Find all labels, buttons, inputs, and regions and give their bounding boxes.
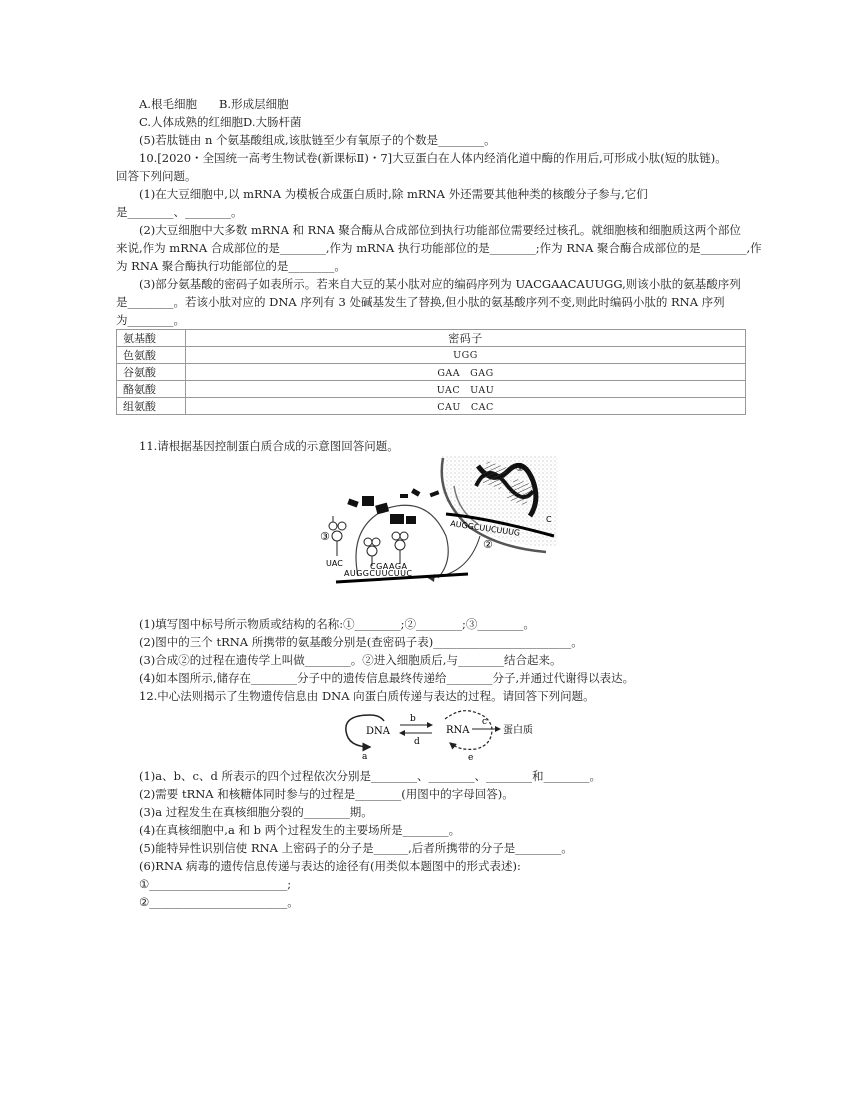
- q11-sub2: (2)图中的三个 tRNA 所携带的氨基酸分别是(查密码子表)________________________。: [139, 635, 583, 649]
- q9-options-row1: [139, 96, 289, 112]
- q12-sub3: (3)a 过程发生在真核细胞分裂的________期。: [139, 805, 373, 819]
- q12-sub1: (1)a、b、c、d 所表示的四个过程依次分别是________、________、________和________。: [139, 769, 601, 783]
- amino-acid-cell: 酪氨酸: [117, 381, 186, 398]
- table-row: [117, 381, 746, 398]
- q10-sub1-a: (1)在大豆细胞中,以 mRNA 为模板合成蛋白质时,除 mRNA 外还需要其他种类的核酸分子参与,它们: [139, 187, 648, 201]
- table-row: [117, 364, 746, 381]
- dna-label: DNA: [366, 726, 390, 737]
- label-c: C: [546, 515, 552, 524]
- codon-cell: UAC UAU: [186, 381, 746, 398]
- codon-cell: UGG: [186, 347, 746, 364]
- q9-options-row2: [139, 114, 302, 130]
- q12-answer-1: ①________________________;: [139, 877, 292, 891]
- trna-sequence: CGAAGA: [370, 562, 408, 571]
- label-c: c: [482, 717, 488, 727]
- label-a: a: [362, 752, 368, 761]
- label-3: ③: [320, 530, 330, 543]
- q12-title: 12.中心法则揭示了生物遗传信息由 DNA 向蛋白质传递与表达的过程。请回答下列问题。: [139, 689, 595, 703]
- trna-on-ribosome-2: [392, 532, 408, 564]
- anticodon-label: UAC: [326, 559, 343, 568]
- q10-sub2-b: 来说,作为 mRNA 合成部位的是________,作为 mRNA 执行功能部位的是________;作为 RNA 聚合酶合成部位的是________,作: [116, 241, 762, 255]
- amino-acid-cell: 谷氨酸: [117, 364, 186, 381]
- header-codon: 密码子: [186, 330, 746, 347]
- label-b: b: [410, 714, 416, 724]
- label-2: ②: [483, 538, 493, 551]
- q10-sub2-c: 为 RNA 聚合酶执行功能部位的是________。: [116, 259, 346, 273]
- transport-arrow: [428, 536, 480, 578]
- q11-sub1: (1)填写图中标号所示物质或结构的名称:①________;②________;③________。: [139, 617, 535, 631]
- codon-table: [116, 329, 746, 415]
- label-1: ①: [515, 461, 525, 474]
- mrna-sequence-left: AUGGCUUCUUC: [344, 569, 413, 578]
- q10-title-cont: 回答下列问题。: [116, 169, 197, 183]
- q12-sub6: (6)RNA 病毒的遗传信息传递与表达的途径有(用类似本题图中的形式表述):: [139, 859, 521, 873]
- q9-option-d: D.大肠杆菌: [243, 115, 302, 129]
- codon-cell: CAU CAC: [186, 398, 746, 415]
- q10-sub2-a: (2)大豆细胞中大多数 mRNA 和 RNA 聚合酶从合成部位到执行功能部位需要经过核孔。就细胞核和细胞质这两个部位: [139, 223, 741, 237]
- amino-acid-cell: 组氨酸: [117, 398, 186, 415]
- q11-sub3: (3)合成②的过程在遗传学上叫做________。②进入细胞质后,与________结合起来。: [139, 653, 562, 667]
- codon-cell: GAA GAG: [186, 364, 746, 381]
- label-e: e: [468, 753, 474, 761]
- q9-option-a: A.根毛细胞: [139, 97, 197, 111]
- codon-table-header: [117, 330, 746, 347]
- mrna-sequence-right: AUGGCUUCUUUG: [449, 519, 521, 538]
- q10-sub3-b: 是________。若该小肽对应的 DNA 序列有 3 处碱基发生了替换,但小肽的氨基酸序列不变,则此时编码小肽的 RNA 序列: [116, 295, 725, 309]
- table-row: [117, 398, 746, 415]
- q11-title: 11.请根据基因控制蛋白质合成的示意图回答问题。: [139, 439, 399, 453]
- q10-sub3-a: (3)部分氨基酸的密码子如表所示。若来自大豆的某小肽对应的编码序列为 UACGAACAUUGG,则该小肽的氨基酸序列: [139, 277, 741, 291]
- translation-diagram: [318, 456, 558, 606]
- q10-sub1-b: 是________、________。: [116, 205, 243, 219]
- q12-sub5: (5)能特异性识别信使 RNA 上密码子的分子是______,后者所携带的分子是________。: [139, 841, 573, 855]
- q10-title: 10.[2020・全国统一高考生物试卷(新课标Ⅱ)・7]大豆蛋白在人体内经消化道中酶的作用后,可形成小肽(短的肽链)。: [139, 151, 727, 165]
- q12-sub2: (2)需要 tRNA 和核糖体同时参与的过程是________(用图中的字母回答)。: [139, 787, 514, 801]
- q10-sub3-c: 为________。: [116, 313, 185, 327]
- q9-option-b: B.形成层细胞: [218, 97, 289, 111]
- q12-sub4: (4)在真核细胞中,a 和 b 两个过程发生的主要场所是________。: [139, 823, 461, 837]
- label-d: d: [414, 737, 420, 747]
- q9-sub5: (5)若肽链由 n 个氨基酸组成,该肽链至少有氧原子的个数是________。: [139, 133, 496, 147]
- q9-option-c: C.人体成熟的红细胞: [139, 115, 244, 129]
- protein-label: 蛋白质: [503, 725, 533, 736]
- q12-answer-2: ②________________________。: [139, 895, 299, 909]
- central-dogma-diagram: [340, 707, 550, 761]
- amino-acid-cell: 色氨酸: [117, 347, 186, 364]
- trna-left: [329, 516, 346, 556]
- header-amino-acid: 氨基酸: [117, 330, 186, 347]
- rna-label: RNA: [446, 725, 470, 736]
- table-row: [117, 347, 746, 364]
- q11-sub4: (4)如本图所示,储存在________分子中的遗传信息最终传递给________分子,并通过代谢得以表达。: [139, 671, 635, 685]
